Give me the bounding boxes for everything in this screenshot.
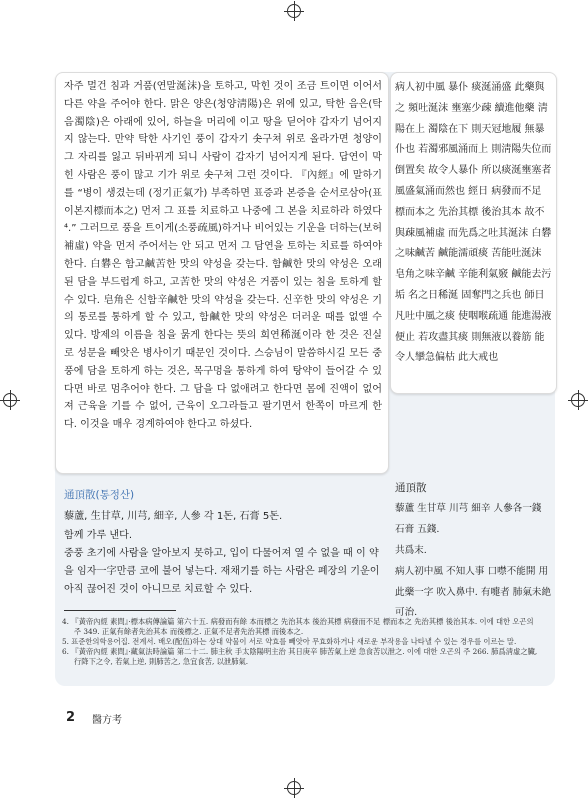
side-section-preparation: 共爲末. <box>395 545 427 556</box>
section-title: 通頂散(통정산) <box>64 489 135 501</box>
footnote-5: 5. 표준한의학용어집. 전계서. 배오(配伍)하는 상대 약물이 서로 약효를 빼앗아 무효화하거나 새로운 부작용을 나타낼 수 있는 경우를 이르는 말. <box>62 636 517 646</box>
page-number: 2 <box>66 710 76 725</box>
footnote-4: 4. 『黃帝內經 素問』·標本病傳論篇 第六十五. 病發而有餘 本而標之 先治其本 後治其標 病發而不足 標而本之 先治其標 後治其本. 이에 대한 오곤의 주 349. 正氣有餘者先治其本 而後標之. 正氣不足者先治其標 而後本之. <box>62 617 534 636</box>
translation-paragraph: 자주 멀건 침과 거품(연말涎沫)을 토하고, 막힌 것이 조금 트이면 이어서 다른 약을 주어야 한다. 맑은 양은(청양淸陽)은 위에 있고, 탁한 음은(탁음濁陰)은 아래에 있어, 하늘을 머리에 이고 땅을 딛어야 갑자기 넘어지지 않는다. 만약 탁한 사기인 풍이 갑자기 솟구쳐 위로 올라가면 청양이 그 자리를 잃고 뒤바뀌게 되니 사람이 갑자기 넘어지게 된다. 답연이 막힌 사람은 풍이 많고 기가 위로 솟구쳐 그런 것이다. 『內經』에 말하기를 “병이 생겼는데 (정기正氣가) 부족하면 표증과 본증을 순서로삼아(표이본지標而本之) 먼저 그 표를 치료하고 나중에 그 본을 치료하라 하였다⁴.” 그러므로 풍을 트이게(소풍疏風)하거나 비어있는 기운을 더하는(보허補虛) 약을 먼저 주어서는 안 되고 먼저 그 담연을 토하는 치료를 하여야 한다. 白礬은 함고鹹苦한 맛의 약성을 갖는다. 함鹹한 맛의 약성은 오래된 담을 부드럽게 하고, 고苦한 맛의 약성은 거품이 있는 침을 토하게 할 수 있다. 皂角은 신함辛鹹한 맛의 약성을 갖는다. 신辛한 맛의 약성은 기의 통로를 통하게 할 수 있고, 함鹹한 맛의 약성은 더러운 때를 없앨 수 있다. 방제의 이름을 침을 묽게 한다는 뜻의 희연稀涎이라 한 것은 진실로 성문을 빼앗은 병사이기 때문인 것이다. 스승님이 말씀하시길 모든 중풍에 담을 토하게 하는 것은, 목구멍을 통하게 하여 탕약이 들어갈 수 있다면 바로 멈추어야 한다. 그 담을 다 없애려고 한다면 몸에 진액이 없어져 근육을 기를 수 없어, 근육이 오그라들고 팔기면서 한쪽이 마르게 한다. 이것을 매우 경계하여야 한다고 하셨다. <box>64 81 382 431</box>
side-section-usage: 病人初中風 不知人事 口噤不能開 用此藥一字 吹入鼻中. 有嚏者 肺氣未絶 可治. <box>395 566 552 618</box>
section-preparation: 함께 가루 낸다. <box>64 530 133 541</box>
section-ingredients: 藜蘆, 生甘草, 川芎, 細辛, 人參 각 1돈, 石膏 5돈. <box>64 511 283 522</box>
footnote-6: 6. 『黃帝內經 素問』·藏氣法時論篇 第二十二. 肺主秋 手太陰陽明主治 其日庚辛 肺苦氣上逆 急食苦以泄之. 이에 대한 오곤의 주 266. 肺爲淸虛之臟, 行降下之令, 若氣上逆, 則肺苦之, 急宜食苦, 以泄肺氣. <box>62 646 538 666</box>
side-section-ingredients: 藜蘆 生甘草 川芎 細辛 人參各一錢 石膏 五錢. <box>395 503 542 535</box>
registration-mark-right <box>571 393 585 407</box>
running-title: 醫方考 <box>92 715 122 726</box>
registration-mark-bottom <box>287 781 301 795</box>
original-text-paragraph: 病人初中風 暴仆 痰涎涌盛 此藥與之 頻吐涎沫 壅塞少疎 續進他藥 淸陽在上 濁陰在下 則天冠地履 無暴仆也 若濁邪風涌而上 則淸陽失位而倒置矣 故令人暴仆 所以痰涎壅塞者 風盛氣涌而然也 經日 病發而不足 標而本之 先治其標 後治其本 故不與疎風補虛 而先爲之吐其涎沫 白礬之味鹹苦 鹹能濡頑痰 苦能吐涎沫 皂角之味辛鹹 辛能利氣竅 鹹能去污垢 名之日稀涎 固奪門之兵也 師日 凡吐中風之痰 使咽喉疏通 能進湯液便止 若攻盡其痰 則無液以養筋 能令人攣急偏枯 此大戒也 <box>395 82 552 364</box>
footnotes <box>62 617 542 667</box>
side-section-title: 通頂散 <box>395 482 427 494</box>
registration-mark-left <box>3 393 17 407</box>
registration-mark-top <box>287 4 301 18</box>
footnote-rule <box>64 610 176 611</box>
section-usage: 중풍 초기에 사람을 알아보지 못하고, 입이 다물어져 열 수 없을 때 이 약을 임자一字만큼 코에 불어 넣는다. 재채기를 하는 사람은 폐장의 기운이 아직 끊어진 것이 아니므로 치료할 수 있다. <box>64 548 380 595</box>
